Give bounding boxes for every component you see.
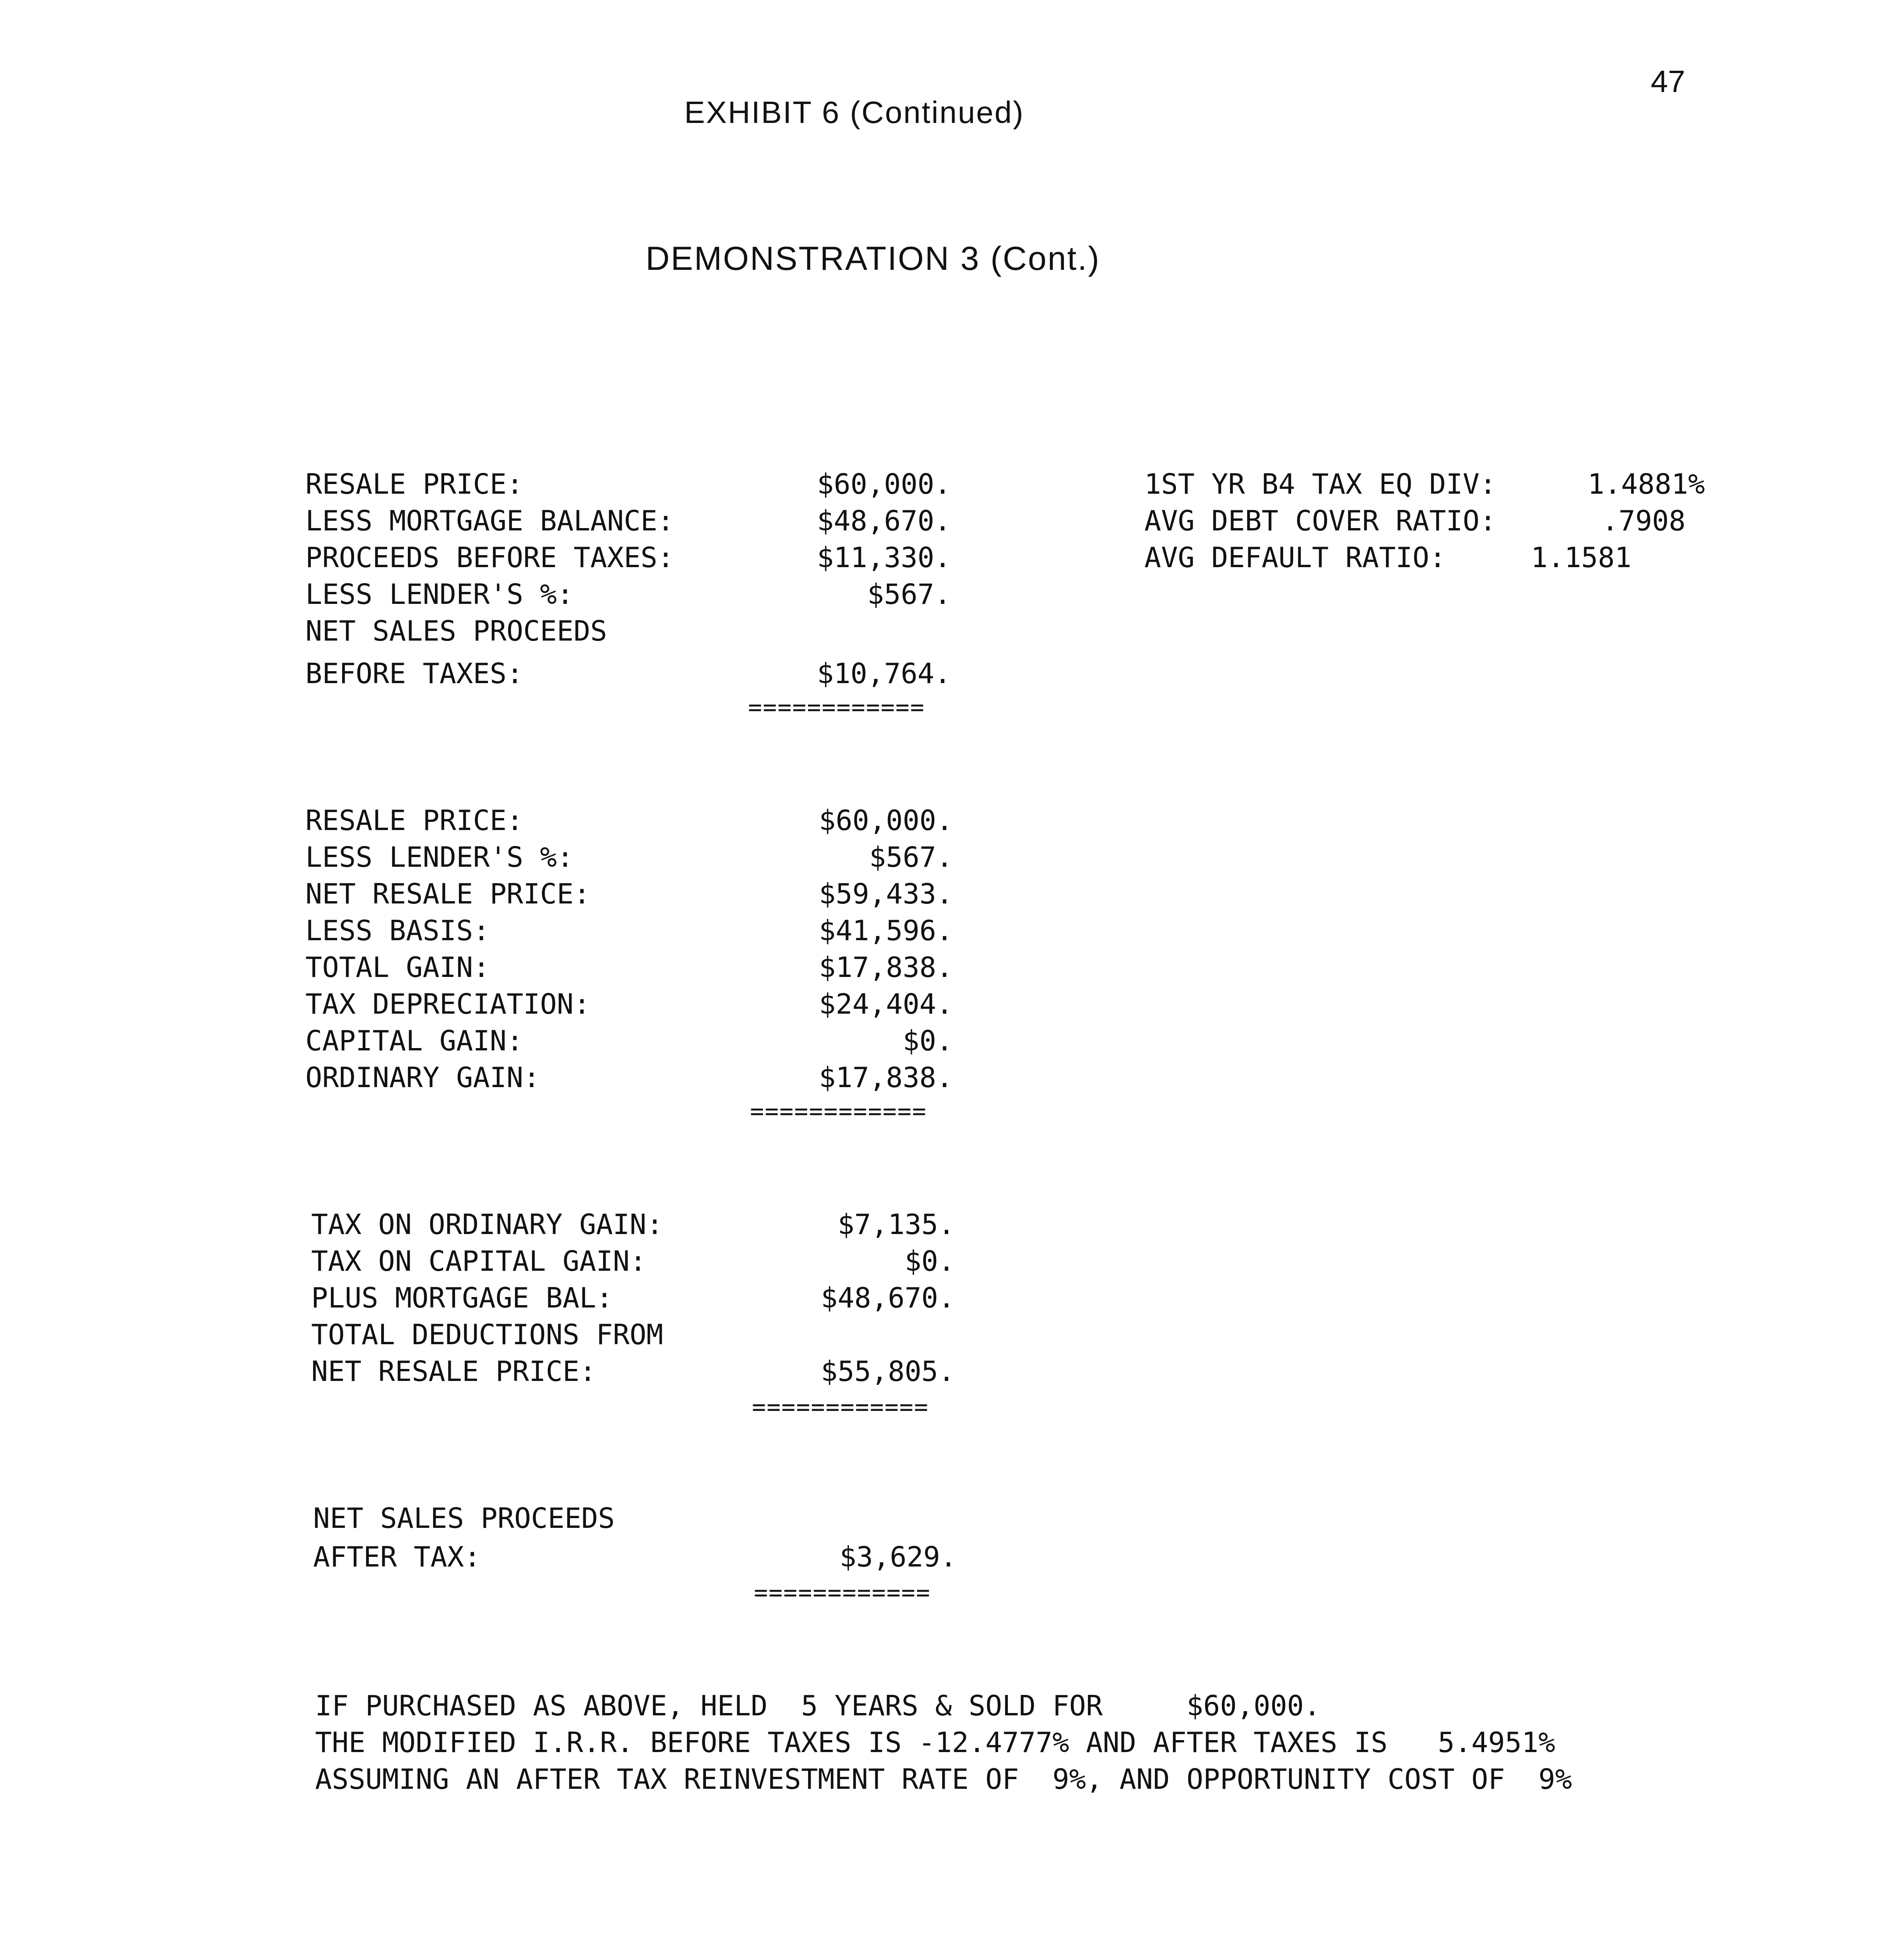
row-value: $17,838. [819, 1061, 953, 1094]
row-label: LESS LENDER'S %: [305, 578, 574, 610]
row-value: $3,629. [839, 1541, 957, 1573]
row-label: NET RESALE PRICE: [305, 878, 590, 910]
row-label: NET SALES PROCEEDS [313, 1502, 615, 1534]
row-value: $0. [902, 1024, 953, 1057]
row-value: $59,433. [819, 878, 953, 910]
row-value: $17,838. [819, 951, 953, 984]
row-value: $55,805. [821, 1355, 955, 1388]
row-label: ORDINARY GAIN: [305, 1061, 540, 1094]
row-value: $48,670. [817, 505, 951, 537]
row-label: TOTAL DEDUCTIONS FROM [311, 1318, 663, 1351]
stat-value: .7908 [1602, 505, 1686, 537]
row-value: $24,404. [819, 988, 953, 1020]
row-label: TAX ON ORDINARY GAIN: [311, 1208, 663, 1241]
row-label: RESALE PRICE: [305, 804, 523, 837]
double-rule: ============ [748, 694, 925, 721]
row-label: LESS MORTGAGE BALANCE: [305, 505, 674, 537]
row-label: NET RESALE PRICE: [311, 1355, 596, 1388]
row-value: $567. [869, 841, 953, 873]
row-value: $0. [904, 1245, 955, 1277]
row-value: $48,670. [821, 1282, 955, 1314]
summary-line: THE MODIFIED I.R.R. BEFORE TAXES IS -12.4777% AND AFTER TAXES IS 5.4951% [315, 1726, 1555, 1759]
page-number: 47 [1651, 64, 1685, 99]
row-label: TAX DEPRECIATION: [305, 988, 590, 1020]
row-value: $567. [867, 578, 951, 610]
exhibit-title: EXHIBIT 6 (Continued) [684, 95, 1024, 130]
row-label: TAX ON CAPITAL GAIN: [311, 1245, 646, 1277]
summary-line: ASSUMING AN AFTER TAX REINVESTMENT RATE OF 9%, AND OPPORTUNITY COST OF 9% [315, 1763, 1572, 1795]
double-rule: ============ [754, 1579, 931, 1606]
summary-line: IF PURCHASED AS ABOVE, HELD 5 YEARS & SOLD FOR $60,000. [315, 1689, 1321, 1722]
double-rule: ============ [752, 1394, 929, 1421]
row-value: $60,000. [817, 468, 951, 500]
row-label: CAPITAL GAIN: [305, 1024, 523, 1057]
row-value: $60,000. [819, 804, 953, 837]
stat-label: AVG DEBT COVER RATIO: [1144, 505, 1497, 537]
row-label: LESS BASIS: [305, 914, 490, 947]
row-value: $7,135. [837, 1208, 955, 1241]
row-label: PLUS MORTGAGE BAL: [311, 1282, 613, 1314]
demonstration-title: DEMONSTRATION 3 (Cont.) [646, 240, 1100, 277]
row-value: $41,596. [819, 914, 953, 947]
stat-label: 1ST YR B4 TAX EQ DIV: [1144, 468, 1497, 500]
row-value: $11,330. [817, 541, 951, 574]
row-label: TOTAL GAIN: [305, 951, 490, 984]
row-label: RESALE PRICE: [305, 468, 523, 500]
stat-value: 1.4881% [1587, 468, 1705, 500]
row-label: PROCEEDS BEFORE TAXES: [305, 541, 674, 574]
stat-value: 1.1581 [1531, 541, 1631, 574]
row-value: $10,764. [817, 657, 951, 690]
double-rule: ============ [750, 1098, 927, 1125]
row-label: NET SALES PROCEEDS [305, 615, 607, 647]
row-label: AFTER TAX: [313, 1541, 481, 1573]
row-label: LESS LENDER'S %: [305, 841, 574, 873]
stat-label: AVG DEFAULT RATIO: [1144, 541, 1446, 574]
row-label: BEFORE TAXES: [305, 657, 523, 690]
